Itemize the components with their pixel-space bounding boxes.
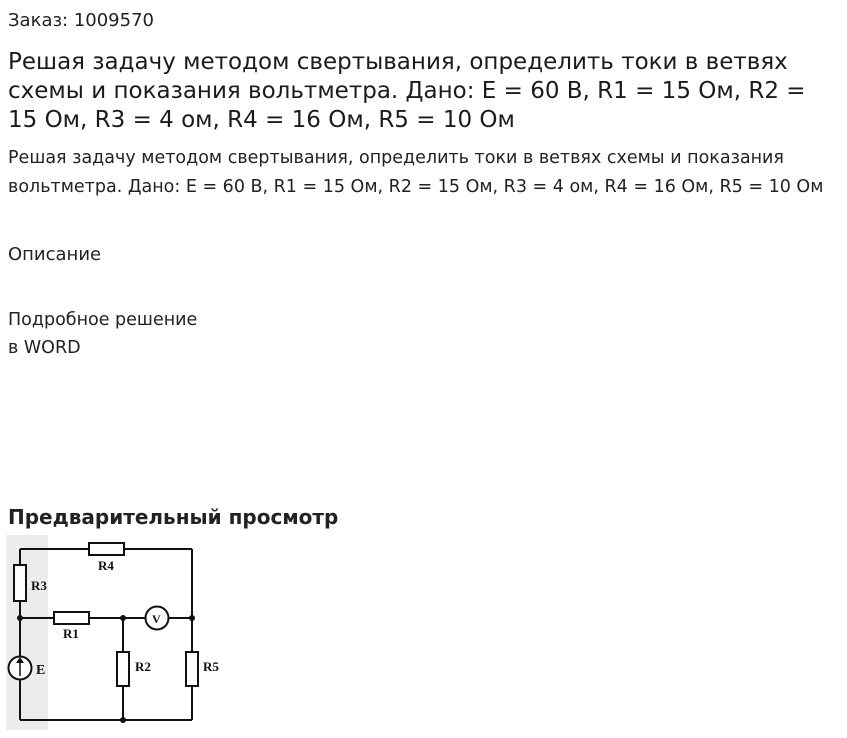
description-heading: Описание bbox=[8, 244, 102, 265]
order-number: Заказ: 1009570 bbox=[8, 10, 154, 31]
label-r5: R5 bbox=[203, 659, 219, 674]
label-r4: R4 bbox=[98, 558, 114, 573]
description-text bbox=[8, 306, 197, 362]
resistor-r3 bbox=[14, 565, 26, 601]
resistor-r2 bbox=[117, 652, 129, 686]
preview-heading: Предварительный просмотр bbox=[8, 505, 339, 529]
label-r2: R2 bbox=[135, 659, 151, 674]
description-line-1: Подробное решение bbox=[8, 310, 198, 330]
resistor-r4 bbox=[89, 543, 124, 555]
resistor-r1 bbox=[54, 612, 89, 624]
resistor-r5 bbox=[186, 652, 198, 686]
description-line-2: в WORD bbox=[8, 338, 81, 358]
page-title: Решая задачу методом свертывания, определить токи в ветвях схемы и показания вольтметра. Дано: E = 60 В, R1 = 15 Ом, R2 = 15 Ом, R3 = 4 ом, R4 = 16 Ом, R5 = 10 Ом bbox=[8, 49, 806, 133]
label-voltmeter: V bbox=[152, 612, 161, 626]
task-summary: Решая задачу методом свертывания, определить токи в ветвях схемы и показания вольтметра. Дано: E = 60 В, R1 = 15 Ом, R2 = 15 Ом, R3 = 4 ом, R4 = 16 Ом, R5 = 10 Ом bbox=[8, 148, 824, 197]
label-source: E bbox=[36, 663, 46, 678]
circuit-diagram bbox=[6, 535, 226, 730]
label-r1: R1 bbox=[63, 626, 79, 641]
label-r3: R3 bbox=[31, 578, 47, 593]
